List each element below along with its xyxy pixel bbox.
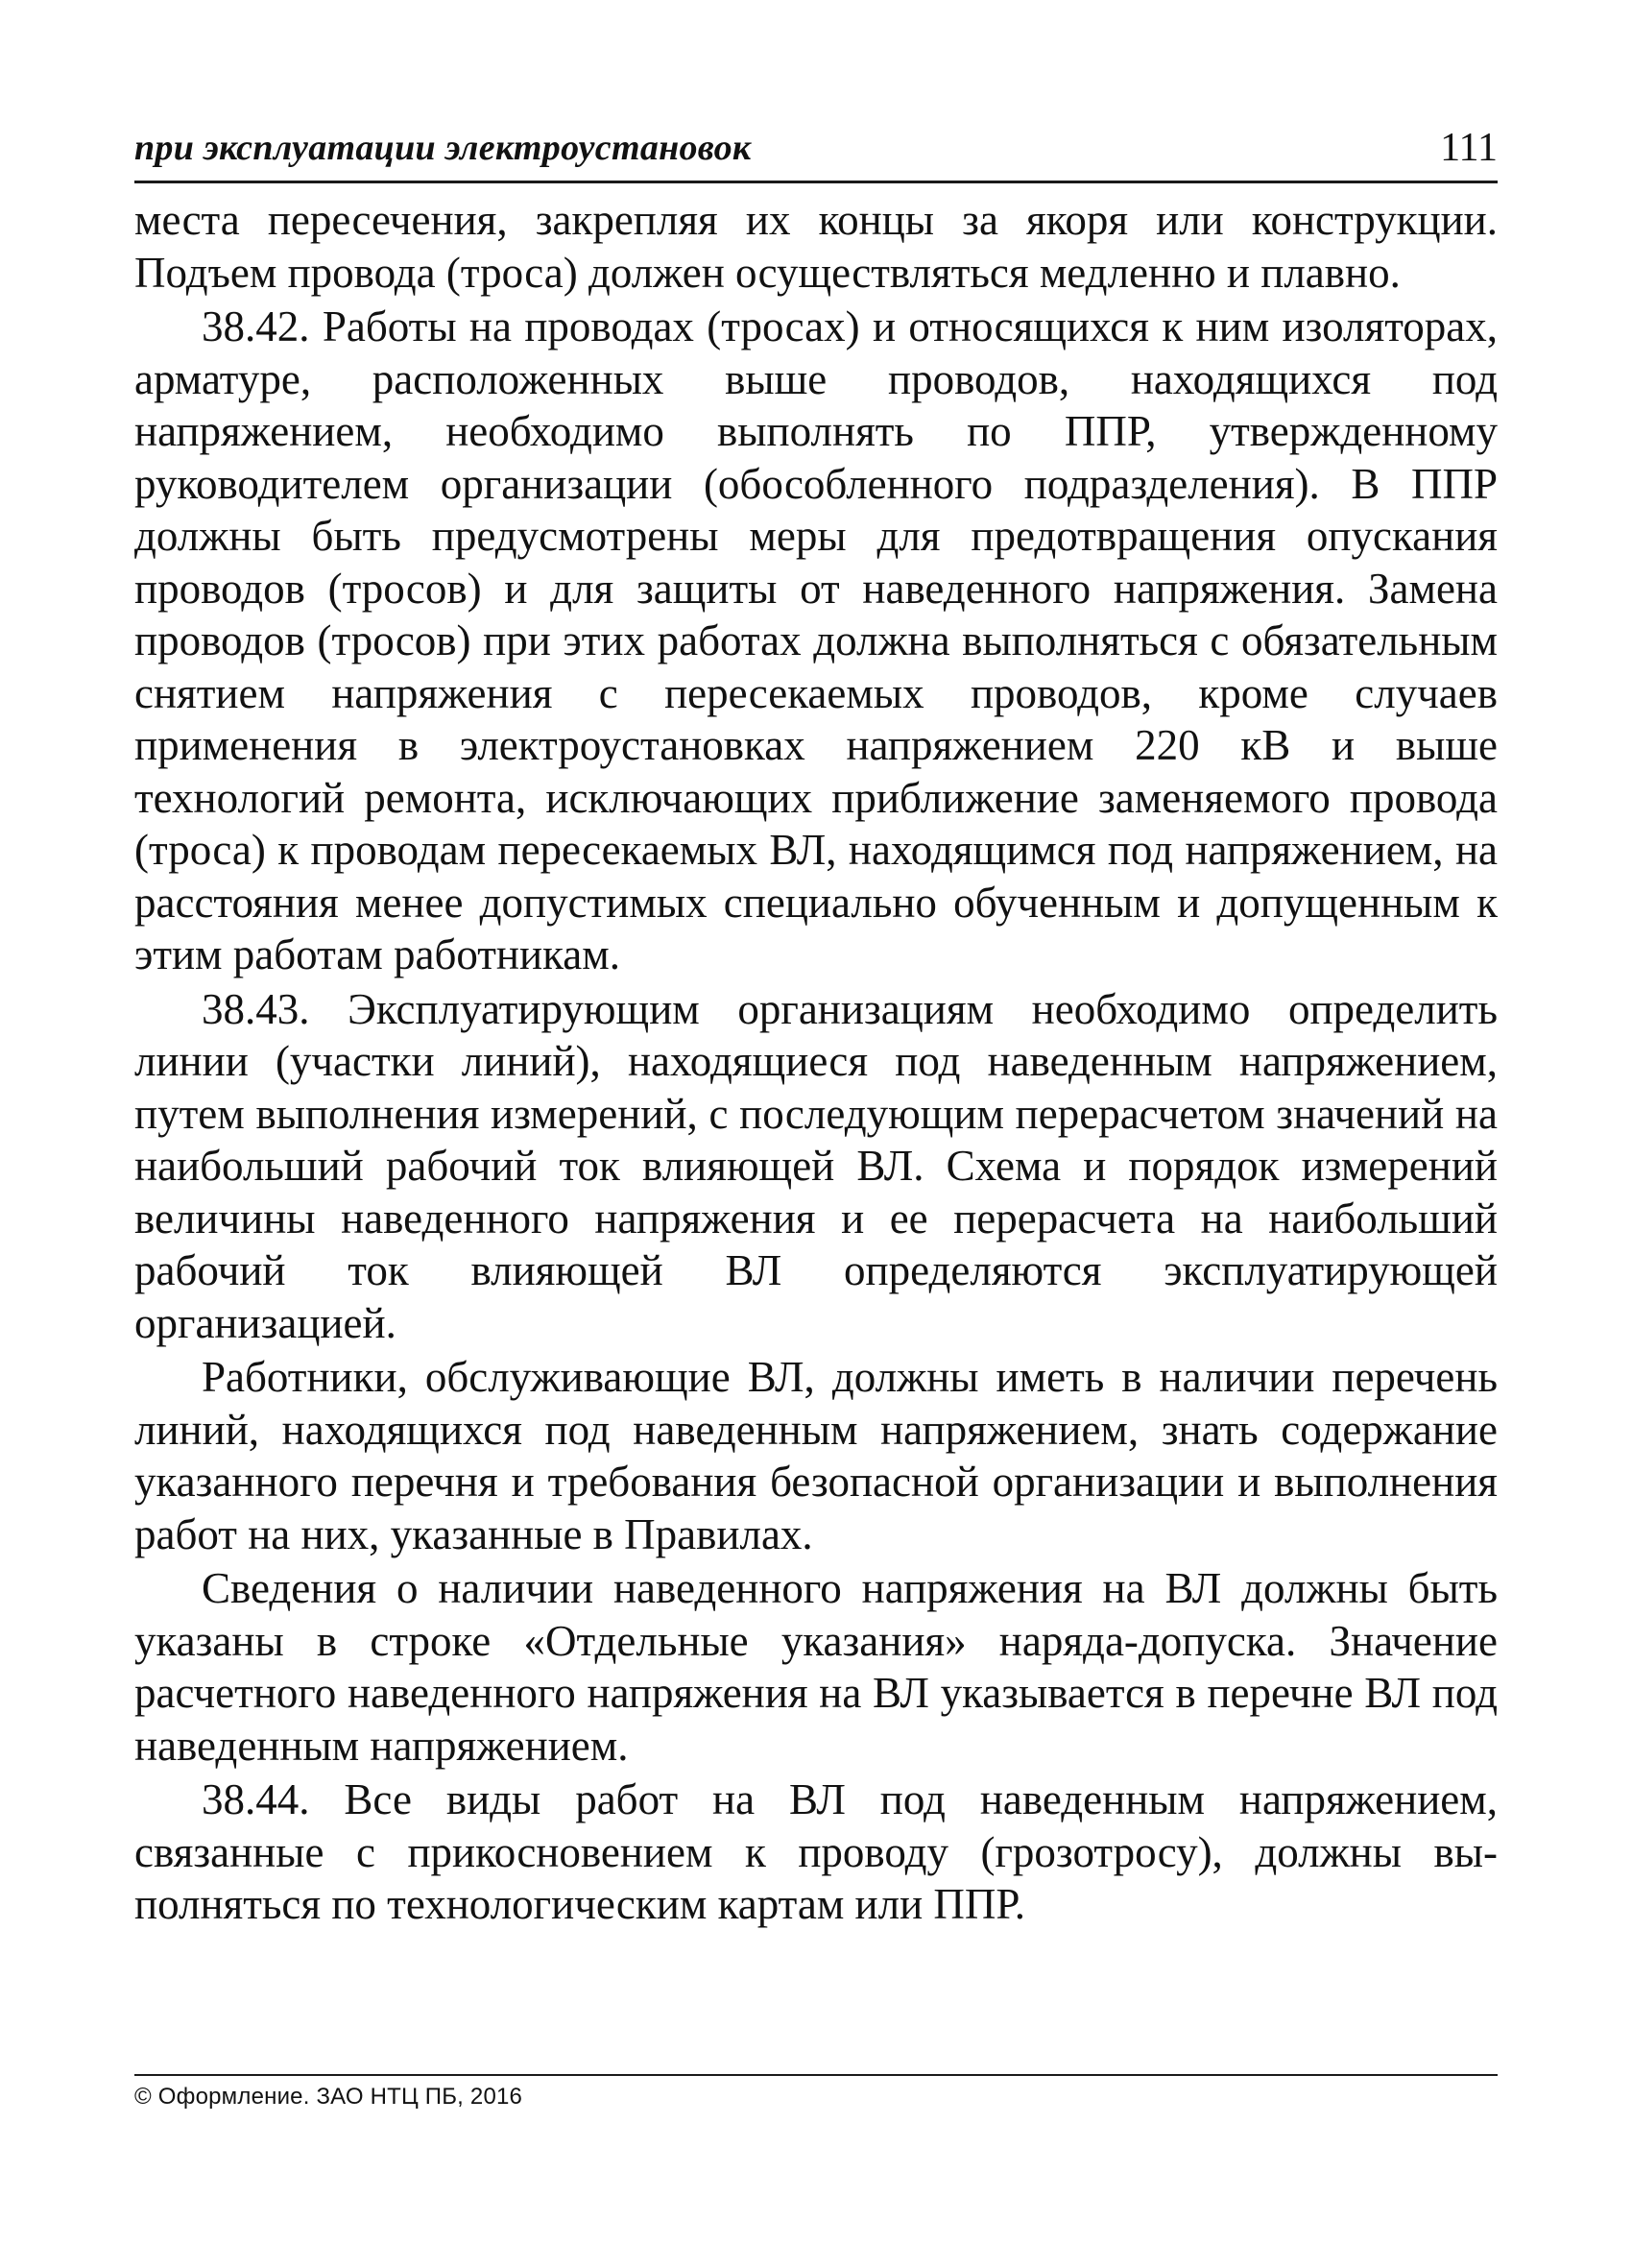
running-header	[134, 113, 1498, 183]
paragraph-continued: места пересечения, закрепляя их концы за якоря или конструкции. Подъем провода (троса) должен осуществляться медленно и плавно.	[134, 196, 1498, 297]
paragraph-induced-voltage-info: Сведения о наличии наведенного напряжения на ВЛ должны быть указаны в строке «Отдельные указания» наряда-допуска. Значение расчетного наведенного напряжения на ВЛ указывается в перечне ВЛ под наведенным напряжением.	[134, 1564, 1498, 1770]
page-number: 111	[1440, 126, 1498, 170]
running-title: при эксплуатации электроустановок	[134, 128, 752, 168]
page-footer	[134, 2074, 1498, 2110]
paragraph-38-44: 38.44. Все виды работ на ВЛ под наведенным напряжением, связанные с прикосновением к проводу (грозотросу), должны выполняться по технологическим картам или ППР.	[134, 1775, 1498, 1928]
body-text	[134, 194, 1498, 1933]
paragraph-38-43: 38.43. Эксплуатирующим организациям необходимо определить линии (участки линий), находящиеся под наведенным напряжением, путем выполнения измерений, с последующим перерасчетом значений на наибольший рабочий ток влияющей ВЛ. Схема и порядок измерений величины наведенного напряжения и ее перерасчета на наибольший рабочий ток влияющей ВЛ определяются эксплуатирующей организацией.	[134, 984, 1498, 1347]
paragraph-38-42: 38.42. Работы на проводах (тросах) и относящихся к ним изоляторах, арматуре, расположенных выше проводов, находящихся под напряжением, необходимо выполнять по ППР, утвержденному руководителем организации (обособленного подразделения). В ППР должны быть предусмотрены меры для предотвращения опускания проводов (тросов) и для защиты от наведенного напряжения. Замена проводов (тросов) при этих работах должна выполняться с обязательным снятием напряжения с пересекаемых проводов, кроме случаев применения в электроустановках напряжением 220 кВ и выше технологий ремонта, исключающих приближение заменяемого провода (троса) к проводам пересекаемых ВЛ, находящимся под напряжением, на расстояния менее допустимых специально обученным и допущенным к этим работам работникам.	[134, 302, 1498, 978]
paragraph-workers: Работники, обслуживающие ВЛ, должны иметь в наличии перечень линий, находящихся под наведенным напряжением, знать содержание указанного перечня и требования безопасной организации и выполнения работ на них, указанные в Правилах.	[134, 1353, 1498, 1558]
document-page	[134, 113, 1498, 2187]
copyright-notice: © Оформление. ЗАО НТЦ ПБ, 2016	[134, 2084, 523, 2110]
